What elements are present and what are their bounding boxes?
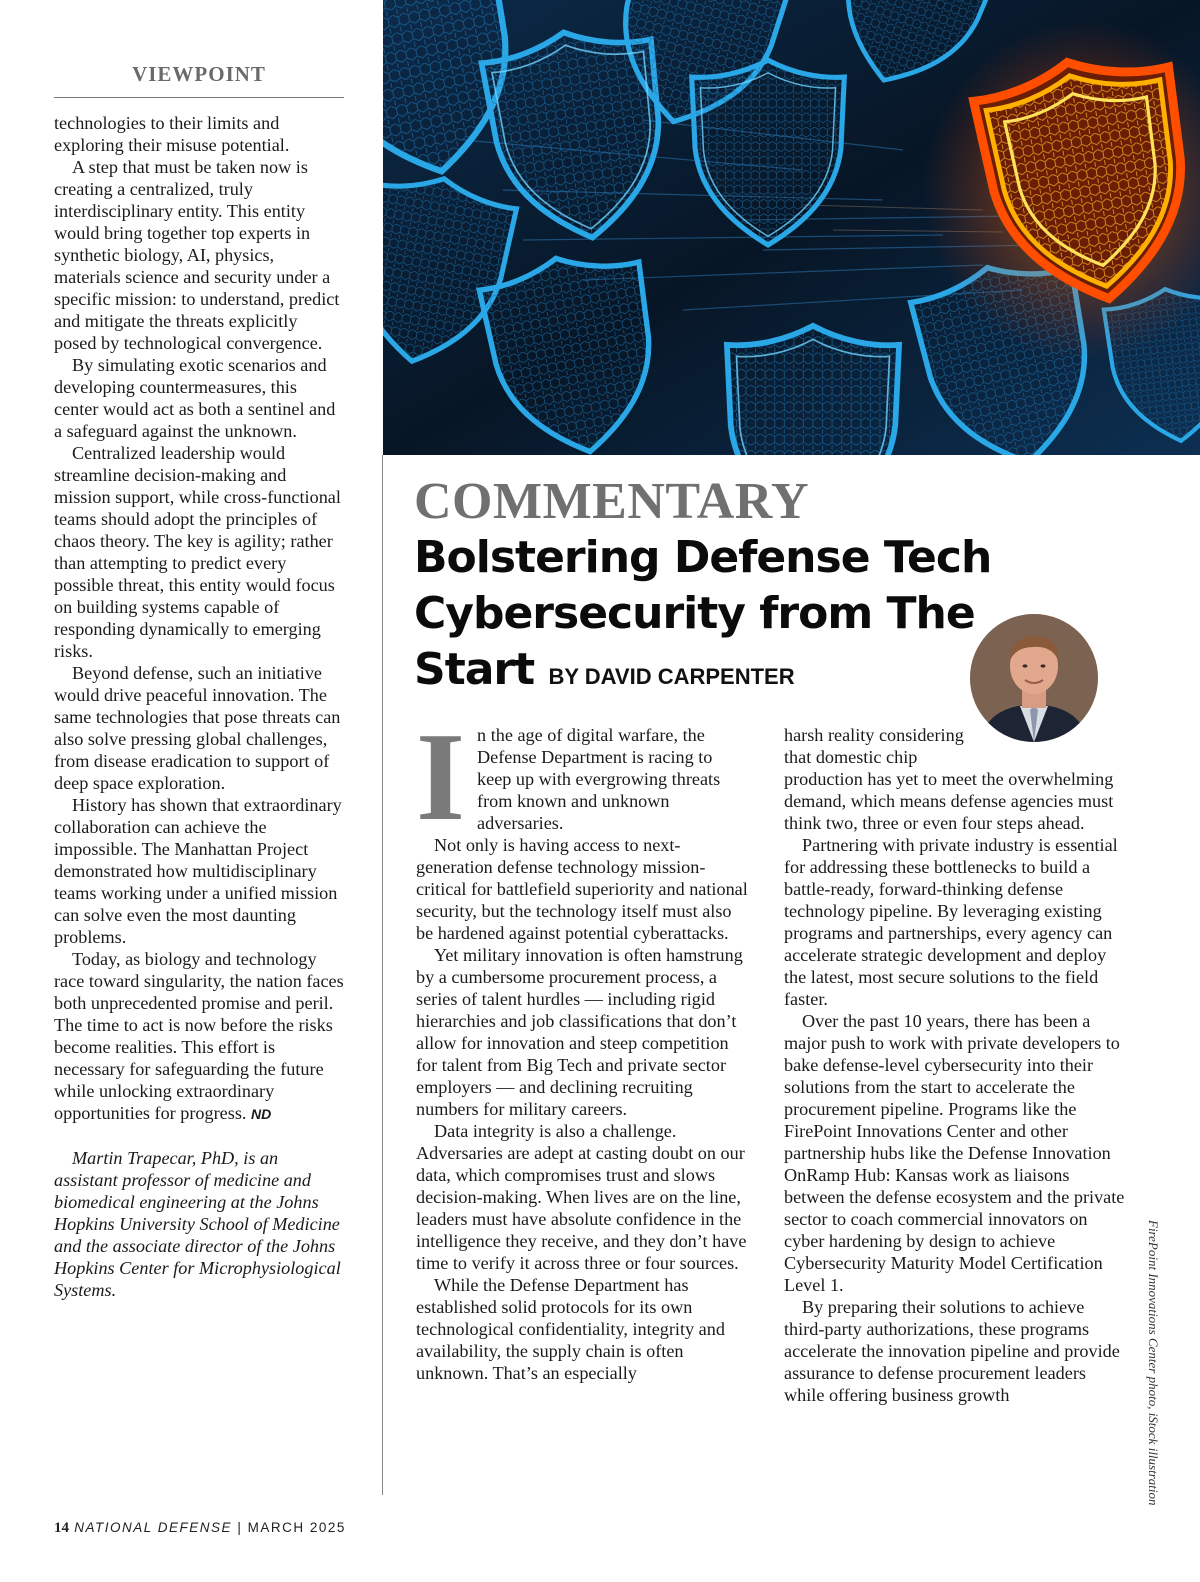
headline: Bolstering Defense Tech Cybersecurity from The Start — [414, 532, 992, 695]
hero-image — [383, 0, 1200, 455]
author-portrait-icon — [970, 614, 1098, 742]
paragraph: Centralized leadership would streamline decision-making and mission support, while cross-functional teams should adopt the principles of chaos theory. The key is agility; rather than attempting to predict every possible threat, this entity would focus on building systems capable of responding dynamically to emerging risks. — [54, 443, 341, 661]
lead-paragraph — [416, 708, 750, 847]
headline-block — [414, 530, 1054, 705]
paragraph: History has shown that extraordinary collaboration can achieve the impossible. The Manhattan Project demonstrated how multidisciplinary teams working under a unified mission can solve even the most daunting problems. — [54, 795, 342, 947]
photo-wrap-space — [978, 724, 1128, 768]
drop-cap: I — [416, 708, 466, 847]
page-footer — [54, 1520, 346, 1537]
paragraph: While the Defense Department has established solid protocols for its own technological confidentiality, integrity and availability, the supply chain is often unknown. That’s an especially — [416, 1275, 725, 1383]
paragraph: By preparing their solutions to achieve third-party authorizations, these programs accelerate the innovation pipeline and provide assurance to defense procurement leaders while offering business growth — [784, 1297, 1120, 1405]
paragraph: Yet military innovation is often hamstrung by a cumbersome procurement process, a series of talent hurdles — including rigid hierarchies and job classifications that don’t allow for innovation and steep competition for talent from Big Tech and private sector employers — and declining recruiting numbers for military careers. — [416, 945, 743, 1119]
kicker: COMMENTARY — [414, 473, 810, 530]
continued-text: harsh reality considering that domestic chip production has yet to meet the overwhelming demand, which means defense agencies must think two, three or even four steps ahead. — [784, 725, 1114, 833]
article-column-1 — [416, 708, 750, 1384]
column-divider — [382, 455, 383, 1495]
paragraph: By simulating exotic scenarios and developing countermeasures, this center would act as both a sentinel and a safeguard against the unknown. — [54, 355, 336, 441]
paragraph: Data integrity is also a challenge. Adversaries are adept at casting doubt on our data, which compromises trust and slows decision-making. When lives are on the line, leaders must have absolute confidence in the intelligence they receive, and they don’t have time to verify it across three or four sources. — [416, 1121, 747, 1273]
paragraph-last — [54, 948, 344, 1125]
section-label: VIEWPOINT — [54, 62, 344, 98]
photo-credit — [1146, 1220, 1166, 1506]
paragraph: Over the past 10 years, there has been a major push to work with private developers to bake defense-level cybersecurity into their solutions from the start to accelerate the procurement pipeline. Programs like the FirePoint Innovations Center and other partnership hubs like the Defense Innovation OnRamp Hub: Kansas work as liaisons between the defense ecosystem and the private sector to coach commercial innovators on cyber hardening by design to achieve Cybersecurity Maturity Model Certification Level 1. — [784, 1011, 1125, 1295]
paragraph-text: Today, as biology and technology race toward singularity, the nation faces both unprecedented promise and peril. The time to act is now before the risks become realities. This effort is necessary for safeguarding the future while unlocking extraordinary opportunities for progress. — [54, 949, 344, 1123]
end-mark: ND — [251, 1106, 272, 1122]
byline: BY DAVID CARPENTER — [548, 664, 795, 689]
article-column-2 — [784, 724, 1128, 1406]
photo-credit-text: FirePoint Innovations Center photo, iStock illustration — [1146, 1220, 1161, 1506]
continued-paragraph — [784, 724, 1200, 834]
left-column-text — [54, 112, 344, 1301]
magazine-name: NATIONAL DEFENSE — [74, 1520, 233, 1535]
author-photo — [970, 614, 1098, 742]
shields-illustration-icon — [383, 0, 1200, 455]
footer-separator: | — [237, 1520, 243, 1535]
author-bio: Martin Trapecar, PhD, is an assistant professor of medicine and biomedical engineering at the Johns Hopkins University School of Medicine and the associate director of the Johns Hopkins Center for Microphysiological Systems. — [54, 1148, 341, 1300]
lead-text: n the age of digital warfare, the Defense Department is racing to keep up with evergrowing threats from known and unknown adversaries. — [477, 725, 721, 833]
left-column — [54, 62, 344, 1301]
paragraph: A step that must be taken now is creating a centralized, truly interdisciplinary entity. This entity would bring together top experts in synthetic biology, AI, physics, materials science and security under a specific mission: to understand, predict and mitigate the threats explicitly posed by technological convergence. — [54, 157, 340, 353]
issue-date: MARCH 2025 — [247, 1520, 346, 1535]
paragraph: Partnering with private industry is essential for addressing these bottlenecks to build a battle-ready, forward-thinking defense technology pipeline. By leveraging existing programs and partnerships, every agency can accelerate strategic development and deploy the latest, most secure solutions to the field faster. — [784, 835, 1118, 1009]
paragraph: Beyond defense, such an initiative would drive peaceful innovation. The same technologies that pose threats can also solve pressing global challenges, from disease eradication to support of deep space exploration. — [54, 663, 341, 793]
page-number: 14 — [54, 1520, 69, 1536]
paragraph: Not only is having access to next-generation defense technology mission-critical for battlefield superiority and national security, but the technology itself must also be hardened against potential cyberattacks. — [416, 835, 748, 943]
paragraph: technologies to their limits and exploring their misuse potential. — [54, 113, 290, 155]
